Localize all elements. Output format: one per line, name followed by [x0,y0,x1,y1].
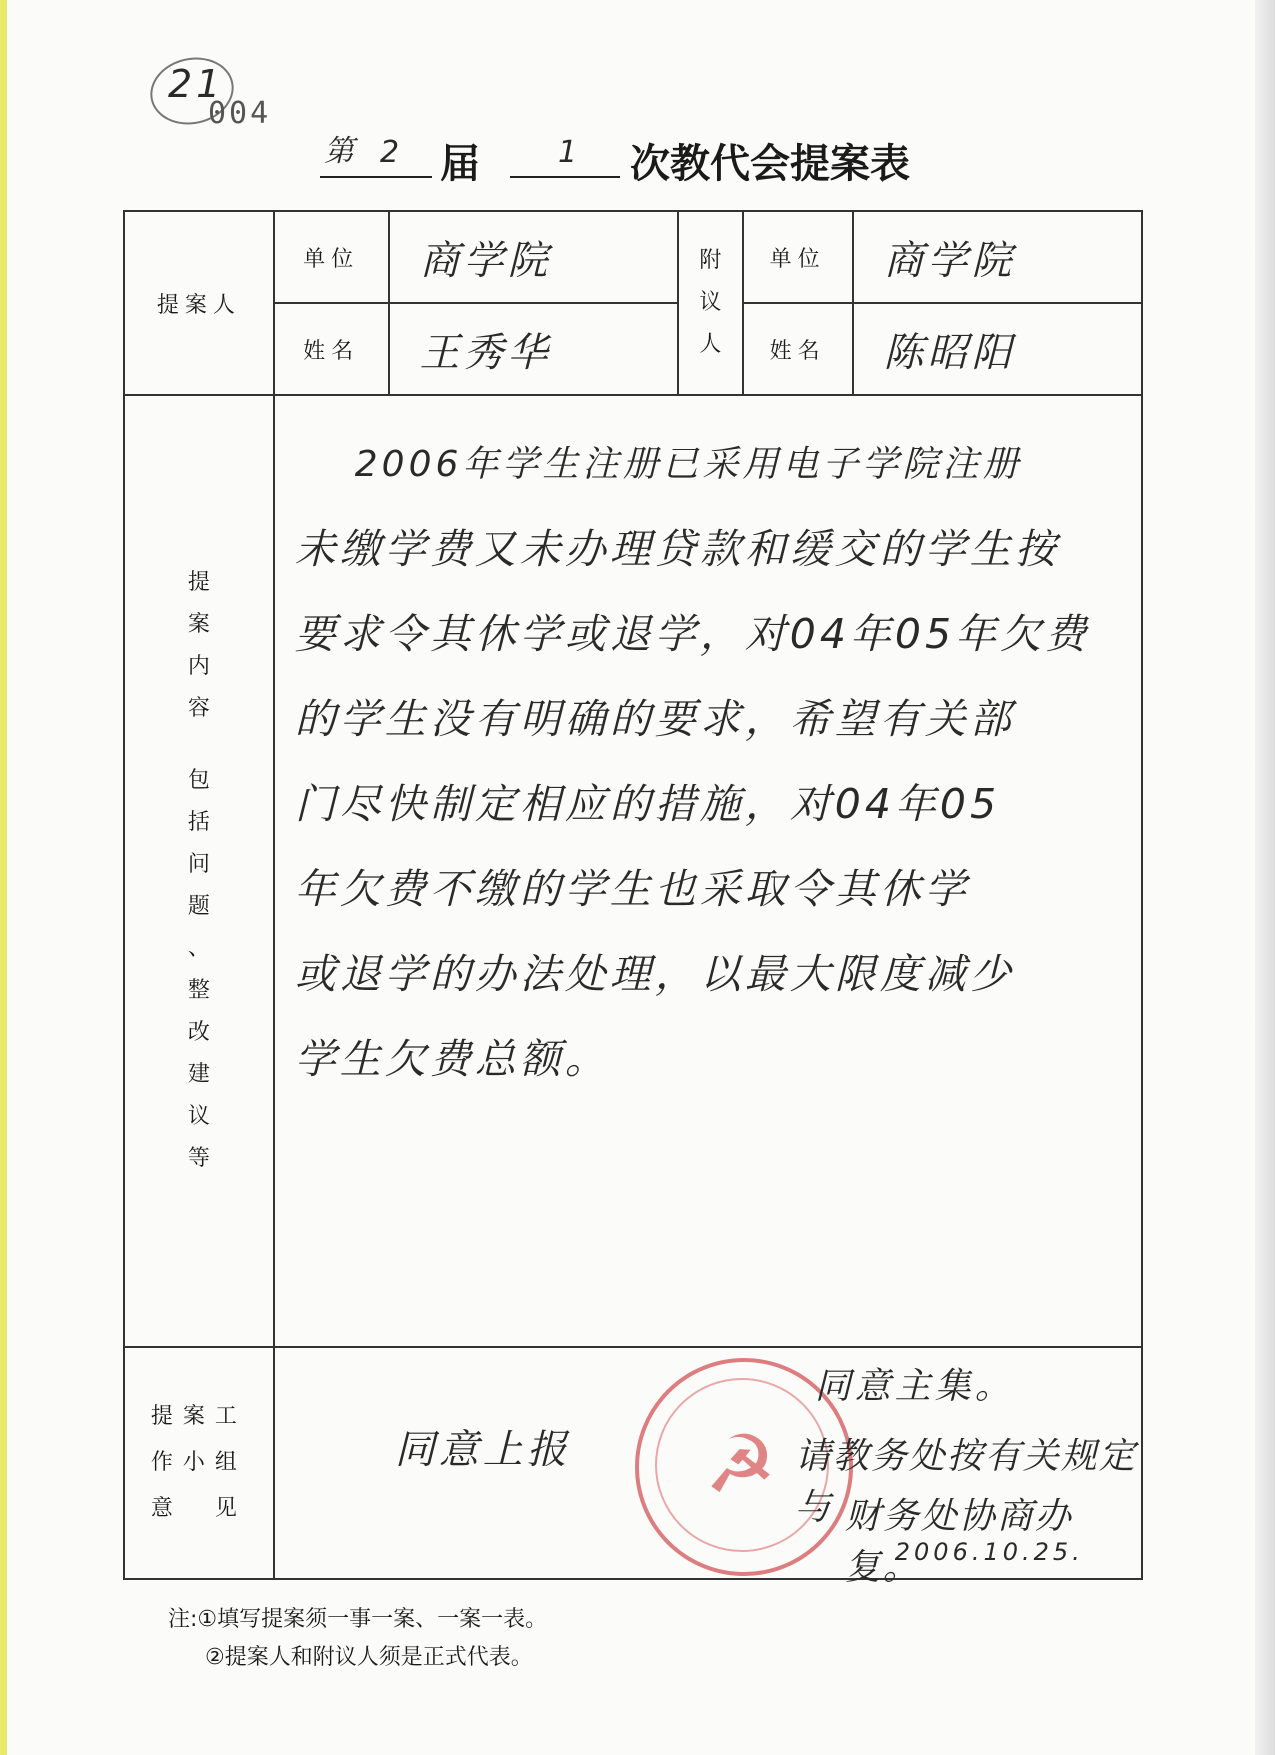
scan-edge-right [1255,0,1275,1755]
proposer-name: 王秀华 [389,303,678,395]
content-label-char: 等 [187,1146,210,1171]
cosigner-name: 陈昭阳 [853,303,1142,395]
cosigner-name-label: 姓名 [743,303,853,395]
title-session-blank [510,128,620,178]
cosigner-label-char: 议 [699,290,722,315]
opinion-label-line: 作小组 [150,1450,247,1475]
content-label-char: 问 [187,852,210,877]
proposal-form-table [123,210,1143,1588]
content-label-char: 括 [187,810,210,835]
page-title [320,128,970,188]
circle-number: 21 [168,62,225,106]
opinion-cell [274,1347,1142,1588]
title-term-blank [320,128,432,178]
party-emblem-icon: ☭ [704,1418,777,1511]
content-label [124,395,274,1347]
opinion-right-line: 请教务处按有关规定与 [794,1436,1137,1528]
content-line: 要求令其休学或退学，对04年05年欠费 [294,610,1091,658]
note-line: 注:①填写提案须一事一案、一案一表。 [168,1607,548,1632]
cosigner-label-char: 附 [699,248,722,273]
cosigner-unit-label: 单位 [743,211,853,303]
title-prefix: 第 [324,134,358,169]
content-label-char: 整 [187,978,210,1003]
content-label-char: 案 [187,612,210,637]
content-line: 学生欠费总额。 [294,1035,610,1083]
cosigner-unit: 商学院 [853,211,1142,303]
content-label-char: 建 [187,1062,210,1087]
content-line: 2006年学生注册已采用电子学院注册 [354,444,1023,485]
proposal-content [275,396,1141,1346]
title-session: 1 [558,135,582,170]
opinion-right-line: 同意主集。 [814,1366,1015,1407]
content-line: 的学生没有明确的要求，希望有关部 [294,695,1015,743]
content-label-char: 议 [187,1104,210,1129]
title-mid: 届 [440,140,480,187]
proposer-unit: 商学院 [389,211,678,303]
content-label-char: 改 [187,1020,210,1045]
content-label-char: 包 [187,768,210,793]
content-line: 年欠费不缴的学生也采取令其休学 [294,865,970,913]
opinion-label-line: 意 见 [150,1496,247,1521]
content-line: 或退学的办法处理，以最大限度减少 [294,950,1015,998]
title-suffix: 次教代会提案表 [630,140,910,187]
content-label-char: 容 [187,696,210,721]
content-label-char: 、 [187,936,210,961]
title-term: 2 [380,135,404,170]
content-label-gap [125,730,273,760]
cosigner-label [678,211,743,395]
opinion-right-line: 财务处协商办复。 [844,1496,1073,1588]
opinion-left: 同意上报 [394,1427,571,1473]
scan-edge-left [0,0,7,1755]
content-line: 门尽快制定相应的措施，对04年05 [294,780,1001,828]
opinion-date: 2006.10.25. [894,1538,1084,1566]
note-line: ②提案人和附议人须是正式代表。 [205,1645,533,1670]
cosigner-label-char: 人 [699,332,722,357]
content-cell [274,395,1142,1347]
proposer-label: 提案人 [124,211,274,395]
proposer-name-label: 姓名 [274,303,389,395]
opinion-label [124,1347,274,1579]
opinion-content [275,1348,1141,1588]
page-code: 004 [208,96,272,131]
proposer-unit-label: 单位 [274,211,389,303]
content-line: 未缴学费又未办理贷款和缓交的学生按 [294,525,1060,573]
opinion-label-line: 提案工 [150,1404,247,1429]
content-label-char: 内 [187,654,210,679]
content-label-char: 提 [187,570,210,595]
content-label-char: 题 [187,894,210,919]
